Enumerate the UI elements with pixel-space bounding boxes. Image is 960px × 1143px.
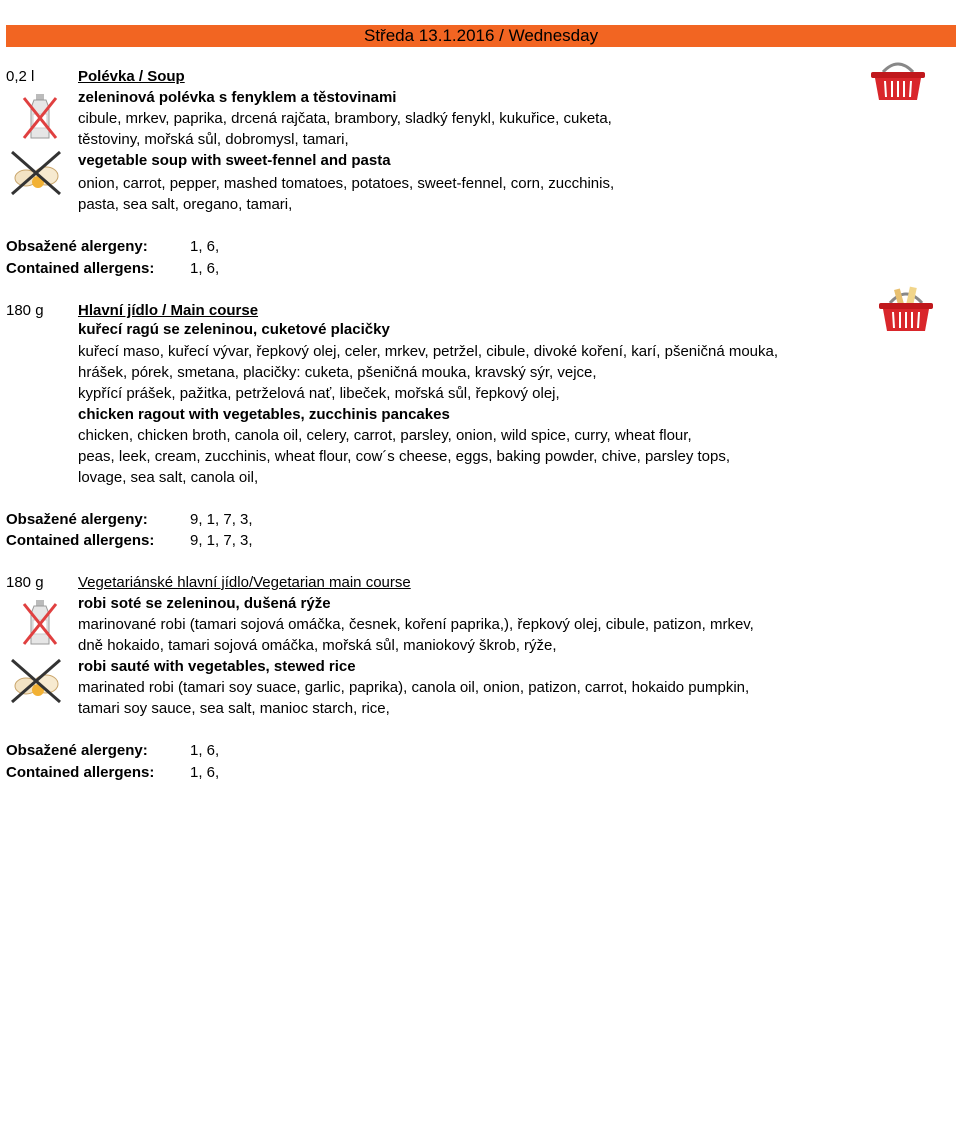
soup-name-cz: zeleninová polévka s fenyklem a těstovinami — [78, 89, 397, 106]
page-date: Středa 13.1.2016 / Wednesday — [364, 26, 599, 45]
veg-course-title: Vegetariánské hlavní jídlo/Vegetarian main course — [78, 574, 411, 591]
veg-ingredients-en-line: marinated robi (tamari soy suace, garlic, paprika), canola oil, onion, patizon, carrot, hokaido pumpkin, — [78, 679, 750, 696]
veg-quantity: 180 g — [6, 574, 44, 591]
soup-allergens-en-label: Contained allergens: — [6, 260, 155, 277]
basket-icon — [867, 58, 929, 104]
soup-course-title: Polévka / Soup — [78, 68, 185, 85]
main-ingredients-en-line: chicken, chicken broth, canola oil, celery, carrot, parsley, onion, wild spice, curry, wheat flour, — [78, 427, 692, 444]
soup-quantity: 0,2 l — [6, 68, 35, 85]
soup-allergens-en-value: 1, 6, — [190, 260, 220, 277]
main-ingredients-en-line: lovage, sea salt, canola oil, — [78, 469, 259, 486]
main-allergens-cz-label: Obsažené alergeny: — [6, 511, 148, 528]
veg-name-cz: robi soté se zeleninou, dušená rýže — [78, 595, 331, 612]
soup-allergens-cz-value: 1, 6, — [190, 238, 220, 255]
veg-ingredients-cz-line: marinované robi (tamari sojová omáčka, česnek, koření paprika,), řepkový olej, cibule, patizon, mrkev, — [78, 616, 754, 633]
soup-ingredients-cz-line: těstoviny, mořská sůl, dobromysl, tamari, — [78, 131, 349, 148]
full-basket-icon — [876, 283, 936, 335]
main-name-cz: kuřecí ragú se zeleninou, cuketové placičky — [78, 321, 390, 338]
no-milk-icon — [20, 598, 60, 648]
soup-ingredients-cz-line: cibule, mrkev, paprika, drcená rajčata, brambory, sladký fenykl, kukuřice, cuketa, — [78, 110, 612, 127]
main-course-title: Hlavní jídlo / Main course — [78, 302, 259, 319]
veg-name-en: robi sauté with vegetables, stewed rice — [78, 658, 356, 675]
veg-ingredients-cz-line: dně hokaido, tamari sojová omáčka, mořská sůl, maniokový škrob, rýže, — [78, 637, 557, 654]
main-ingredients-en-line: peas, leek, cream, zucchinis, wheat flour, cow´s cheese, eggs, baking powder, chive, parsley tops, — [78, 448, 731, 465]
soup-allergens-cz-label: Obsažené alergeny: — [6, 238, 148, 255]
veg-allergens-cz-label: Obsažené alergeny: — [6, 742, 148, 759]
main-allergens-en-value: 9, 1, 7, 3, — [190, 532, 253, 549]
soup-ingredients-en-line: pasta, sea salt, oregano, tamari, — [78, 196, 293, 213]
soup-ingredients-en-line: onion, carrot, pepper, mashed tomatoes, potatoes, sweet-fennel, corn, zucchinis, — [78, 175, 615, 192]
main-ingredients-cz-line: kuřecí maso, kuřecí vývar, řepkový olej, celer, mrkev, petržel, cibule, divoké koření, karí, pšeničná mouka, — [78, 343, 779, 360]
soup-name-en: vegetable soup with sweet-fennel and pasta — [78, 152, 391, 169]
main-name-en: chicken ragout with vegetables, zucchinis pancakes — [78, 406, 450, 423]
no-eggs-icon — [8, 656, 64, 706]
no-milk-icon — [20, 92, 60, 142]
main-ingredients-cz-line: kypřící prášek, pažitka, petrželová nať, libeček, mořská sůl, řepkový olej, — [78, 385, 560, 402]
main-allergens-cz-value: 9, 1, 7, 3, — [190, 511, 253, 528]
veg-ingredients-en-line: tamari soy sauce, sea salt, manioc starch, rice, — [78, 700, 390, 717]
no-eggs-icon — [8, 148, 64, 198]
main-quantity: 180 g — [6, 302, 44, 319]
veg-allergens-en-value: 1, 6, — [190, 764, 220, 781]
main-ingredients-cz-line: hrášek, pórek, smetana, placičky: cuketa, pšeničná mouka, kravský sýr, vejce, — [78, 364, 597, 381]
veg-allergens-en-label: Contained allergens: — [6, 764, 155, 781]
main-allergens-en-label: Contained allergens: — [6, 532, 155, 549]
veg-allergens-cz-value: 1, 6, — [190, 742, 220, 759]
